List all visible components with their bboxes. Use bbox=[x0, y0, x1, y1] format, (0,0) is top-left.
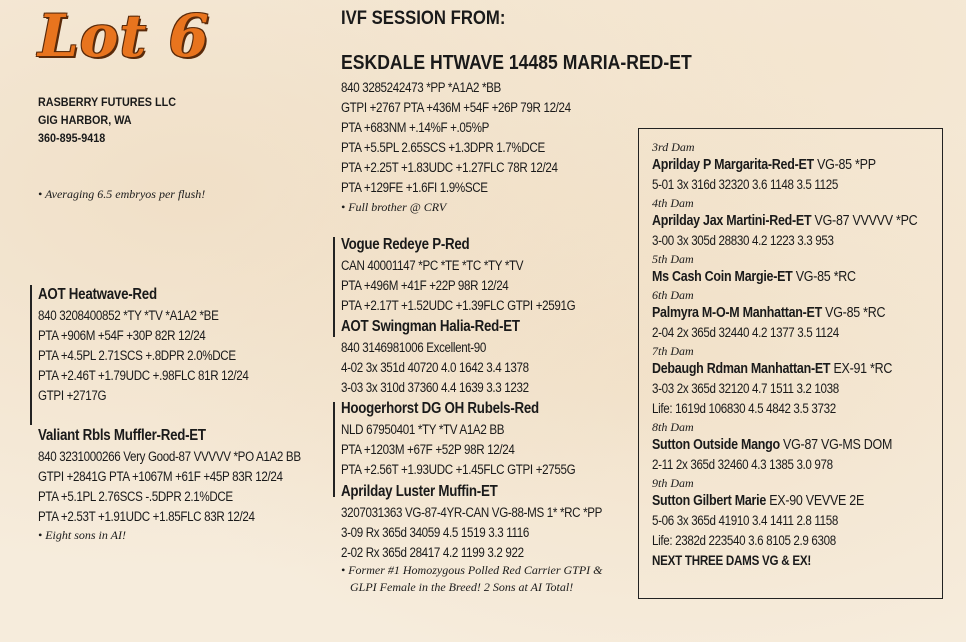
detail-line: 2-02 Rx 365d 28417 4.2 1199 3.2 922 bbox=[341, 545, 524, 560]
detail-line: PTA +906M +54F +30P 82R 12/24 bbox=[38, 328, 206, 343]
detail-line: 3207031363 VG-87-4YR-CAN VG-88-MS 1* *RC *PP bbox=[341, 505, 603, 520]
dam-lineage-list bbox=[652, 139, 937, 571]
pedigree-bracket bbox=[333, 402, 335, 497]
left-dam-note: • Eight sons in AI! bbox=[38, 528, 126, 542]
mid-sire2-block bbox=[341, 398, 613, 480]
detail-line: 2-11 2x 365d 32460 4.3 1385 3.0 978 bbox=[652, 457, 833, 472]
detail-line: PTA +5.5PL 2.65SCS +1.3DPR 1.7%DCE bbox=[341, 140, 545, 155]
dam-entry bbox=[652, 195, 937, 251]
mid-dam-name: AOT Swingman Halia-Red-ET bbox=[341, 318, 520, 335]
detail-line: PTA +2.46T +1.79UDC +.98FLC 81R 12/24 bbox=[38, 368, 249, 383]
detail-line: PTA +5.1PL 2.76SCS -.5DPR 2.1%DCE bbox=[38, 489, 233, 504]
dam-name: Sutton Outside Mango VG-87 VG-MS DOM bbox=[652, 437, 893, 453]
dam-name: Debaugh Rdman Manhattan-ET EX-91 *RC bbox=[652, 361, 893, 377]
detail-line: 3-03 2x 365d 32120 4.7 1511 3.2 1038 bbox=[652, 381, 839, 396]
detail-line: 840 3146981006 Excellent-90 bbox=[341, 340, 487, 355]
owner-name: RASBERRY FUTURES LLC bbox=[38, 95, 177, 109]
detail-line: CAN 40001147 *PC *TE *TC *TY *TV bbox=[341, 258, 524, 273]
dam-name: Ms Cash Coin Margie-ET VG-85 *RC bbox=[652, 269, 856, 285]
detail-line: 3-00 3x 305d 28830 4.2 1223 3.3 953 bbox=[652, 233, 834, 248]
mid-dam-block bbox=[341, 316, 559, 398]
dams-footer: NEXT THREE DAMS VG & EX! bbox=[652, 553, 811, 568]
detail-line: PTA +2.25T +1.83UDC +1.27FLC 78R 12/24 bbox=[341, 160, 558, 175]
detail-line: 5-06 3x 365d 41910 3.4 1411 2.8 1158 bbox=[652, 513, 839, 528]
main-animal-name: ESKDALE HTWAVE 14485 MARIA-RED-ET bbox=[341, 52, 692, 74]
detail-line: 3-09 Rx 365d 34059 4.5 1519 3.3 1116 bbox=[341, 525, 529, 540]
left-sire-block bbox=[38, 284, 283, 406]
detail-line: Life: 1619d 106830 4.5 4842 3.5 3732 bbox=[652, 401, 836, 416]
main-note: • Full brother @ CRV bbox=[341, 200, 447, 214]
owner-city: GIG HARBOR, WA bbox=[38, 113, 132, 127]
session-heading: IVF SESSION FROM: bbox=[341, 8, 506, 29]
detail-line: GTPI +2841G PTA +1067M +61F +45P 83R 12/24 bbox=[38, 469, 283, 484]
pedigree-bracket bbox=[333, 237, 335, 337]
dam-label: 5th Dam bbox=[652, 252, 694, 266]
dam-label: 4th Dam bbox=[652, 196, 694, 210]
detail-line: 840 3285242473 *PP *A1A2 *BB bbox=[341, 80, 501, 95]
detail-line: PTA +496M +41F +22P 98R 12/24 bbox=[341, 278, 509, 293]
dam-label: 9th Dam bbox=[652, 476, 694, 490]
dam-name: Aprilday Jax Martini-Red-ET VG-87 VVVVV *PC bbox=[652, 213, 918, 229]
dam-entry bbox=[652, 343, 937, 419]
dam-label: 8th Dam bbox=[652, 420, 694, 434]
left-dam-name: Valiant Rbls Muffler-Red-ET bbox=[38, 427, 206, 444]
left-sire-name: AOT Heatwave-Red bbox=[38, 286, 157, 303]
dam-entry bbox=[652, 287, 937, 343]
detail-line: PTA +4.5PL 2.71SCS +.8DPR 2.0%DCE bbox=[38, 348, 236, 363]
mid-dam2-block bbox=[341, 481, 645, 563]
mid-sire-block bbox=[341, 234, 613, 316]
owner-phone: 360-895-9418 bbox=[38, 131, 106, 145]
dam-entry bbox=[652, 475, 937, 551]
detail-line: PTA +1203M +67F +52P 98R 12/24 bbox=[341, 442, 515, 457]
main-animal-details bbox=[341, 78, 608, 198]
detail-line: 2-04 2x 365d 32440 4.2 1377 3.5 1124 bbox=[652, 325, 839, 340]
owner-note: • Averaging 6.5 embryos per flush! bbox=[38, 187, 206, 201]
dam-entry bbox=[652, 139, 937, 195]
mid-dam2-note-1: • Former #1 Homozygous Polled Red Carrier GTPI & bbox=[341, 563, 603, 577]
detail-line: 840 3208400852 *TY *TV *A1A2 *BE bbox=[38, 308, 219, 323]
detail-line: 4-02 3x 351d 40720 4.0 1642 3.4 1378 bbox=[341, 360, 529, 375]
dam-label: 3rd Dam bbox=[652, 140, 695, 154]
detail-line: PTA +2.56T +1.93UDC +1.45FLC GTPI +2755G bbox=[341, 462, 576, 477]
mid-sire-name: Vogue Redeye P-Red bbox=[341, 236, 470, 253]
detail-line: 3-03 3x 310d 37360 4.4 1639 3.3 1232 bbox=[341, 380, 529, 395]
detail-line: 840 3231000266 Very Good-87 VVVVV *PO A1A2 BB bbox=[38, 449, 301, 464]
dam-name: Sutton Gilbert Marie EX-90 VEVVE 2E bbox=[652, 493, 865, 509]
detail-line: Life: 2382d 223540 3.6 8105 2.9 6308 bbox=[652, 533, 836, 548]
detail-line: PTA +2.53T +1.91UDC +1.85FLC 83R 12/24 bbox=[38, 509, 255, 524]
left-dam-block bbox=[38, 425, 343, 527]
dam-entry bbox=[652, 419, 937, 475]
owner-block bbox=[38, 93, 176, 147]
pedigree-bracket bbox=[30, 285, 32, 425]
dam-name: Aprilday P Margarita-Red-ET VG-85 *PP bbox=[652, 157, 876, 173]
mid-dam2-note-2: GLPI Female in the Breed! 2 Sons at AI Total! bbox=[350, 580, 574, 594]
dam-entry bbox=[652, 251, 937, 287]
detail-line: GTPI +2767 PTA +436M +54F +26P 79R 12/24 bbox=[341, 100, 571, 115]
detail-line: GTPI +2717G bbox=[38, 388, 107, 403]
lot-title: Lot 6 bbox=[38, 2, 210, 70]
detail-line: PTA +2.17T +1.52UDC +1.39FLC GTPI +2591G bbox=[341, 298, 576, 313]
dam-name: Palmyra M-O-M Manhattan-ET VG-85 *RC bbox=[652, 305, 886, 321]
mid-sire2-name: Hoogerhorst DG OH Rubels-Red bbox=[341, 400, 539, 417]
dam-label: 6th Dam bbox=[652, 288, 694, 302]
mid-dam2-name: Aprilday Luster Muffin-ET bbox=[341, 483, 498, 500]
dam-label: 7th Dam bbox=[652, 344, 694, 358]
detail-line: NLD 67950401 *TY *TV A1A2 BB bbox=[341, 422, 505, 437]
detail-line: PTA +129FE +1.6FI 1.9%SCE bbox=[341, 180, 488, 195]
detail-line: PTA +683NM +.14%F +.05%P bbox=[341, 120, 490, 135]
detail-line: 5-01 3x 316d 32320 3.6 1148 3.5 1125 bbox=[652, 177, 839, 192]
